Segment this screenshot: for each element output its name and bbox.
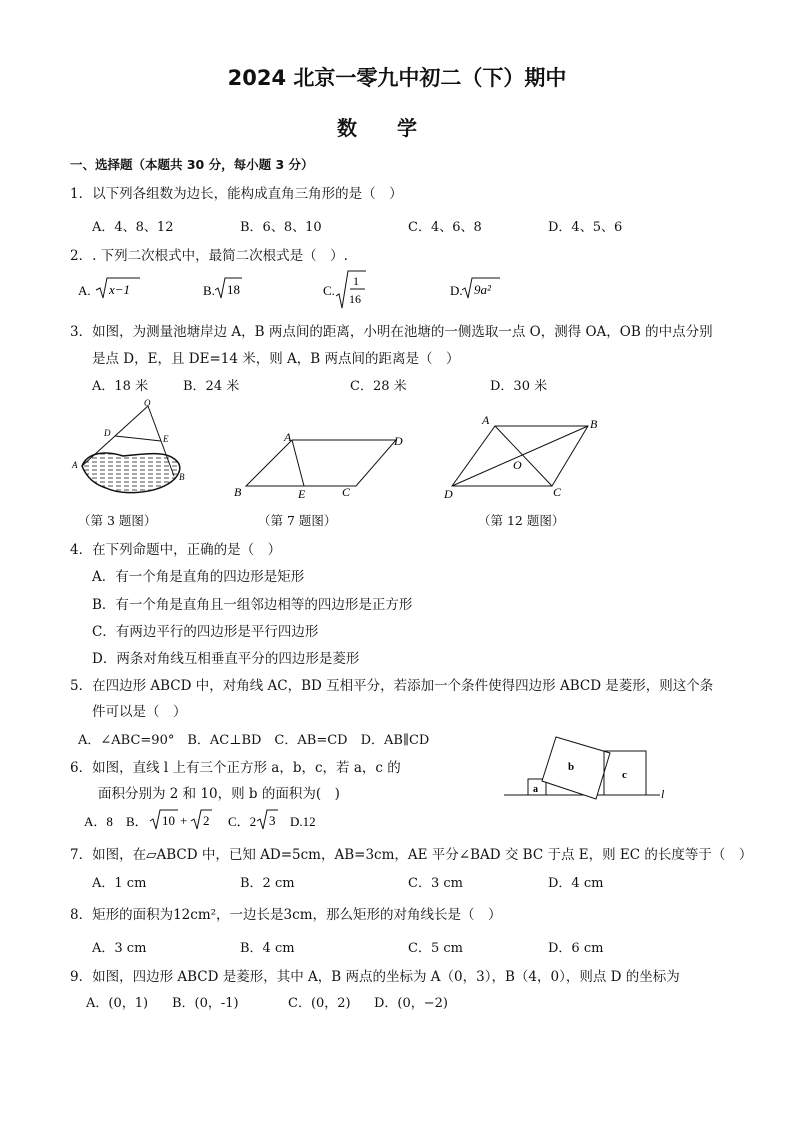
q3-option-a: A．18 米 bbox=[92, 379, 149, 394]
label-square-b: b bbox=[568, 761, 575, 773]
q4-option-d: D．两条对角线互相垂直平分的四边形是菱形 bbox=[92, 651, 360, 667]
q6-option-c-prefix: C．2 bbox=[228, 814, 257, 829]
question-6-line1: 6．如图，直线 l 上有三个正方形 a，b，c，若 a，c 的 bbox=[70, 760, 401, 776]
page-subtitle: 数学 bbox=[337, 116, 457, 140]
label-a: A bbox=[72, 460, 78, 470]
q2-option-a-radicand: x−1 bbox=[109, 282, 131, 297]
q7-option-b: B．2 cm bbox=[240, 876, 295, 891]
label-c: C bbox=[342, 485, 351, 499]
q6-option-a: A．8 bbox=[84, 814, 113, 829]
pond-shape bbox=[82, 453, 180, 493]
question-3-line2: 是点 D，E，且 DE=14 米，则 A，B 两点间的距离是（ ） bbox=[92, 351, 460, 367]
q2-option-c-prefix: C. bbox=[323, 283, 335, 298]
figure-6-squares bbox=[500, 733, 680, 803]
q9-option-a: A．(0，1) bbox=[86, 996, 149, 1011]
q7-option-a: A．1 cm bbox=[92, 876, 147, 891]
figure-12-rhombus bbox=[440, 408, 612, 504]
section-heading: 一、选择题（本题共 30 分，每小题 3 分） bbox=[70, 157, 314, 172]
q2-options-math bbox=[70, 268, 590, 312]
q5-options: A．∠ABC=90° B．AC⊥BD C．AB=CD D．AB∥CD bbox=[78, 733, 430, 748]
page-title: 2024 北京一零九中初二（下）期中 bbox=[227, 66, 567, 90]
question-1-stem: 1．以下列各组数为边长，能构成直角三角形的是（ ） bbox=[70, 186, 403, 202]
question-6-line2: 面积分别为 2 和 10，则 b 的面积为( ) bbox=[98, 786, 340, 802]
q3-option-b: B．24 米 bbox=[183, 379, 240, 394]
q7-option-c: C．3 cm bbox=[408, 876, 463, 891]
label-b: B bbox=[234, 485, 242, 499]
q4-option-c: C．有两边平行的四边形是平行四边形 bbox=[92, 624, 319, 640]
q1-option-a: A．4、8、12 bbox=[92, 220, 174, 235]
q6-option-b-rad1: 10 bbox=[162, 813, 175, 828]
figure-3-caption: （第 3 题图） bbox=[78, 513, 157, 528]
q8-option-b: B．4 cm bbox=[240, 941, 295, 956]
q6-option-b-rad2: 2 bbox=[203, 813, 210, 828]
label-square-a: a bbox=[533, 784, 538, 795]
figure-3-pond bbox=[68, 396, 198, 508]
label-d: D bbox=[394, 434, 403, 448]
q1-option-b: B．6、8、10 bbox=[240, 220, 322, 235]
q8-option-a: A．3 cm bbox=[92, 941, 147, 956]
q6-option-d: D.12 bbox=[290, 814, 316, 829]
q2-option-c-denominator: 16 bbox=[349, 292, 361, 306]
q6-option-b-plus: + bbox=[180, 813, 188, 828]
label-d: D bbox=[104, 428, 111, 438]
q9-option-d: D．(0，−2) bbox=[374, 996, 449, 1011]
question-5-line2: 件可以是（ ） bbox=[92, 704, 187, 720]
q2-option-c-numerator: 1 bbox=[353, 274, 359, 288]
label-o: O bbox=[513, 458, 522, 472]
question-2-stem: 2．. 下列二次根式中，最简二次根式是（ ）. bbox=[70, 248, 348, 264]
q3-option-c: C．28 米 bbox=[350, 379, 407, 394]
diagonal-bd bbox=[452, 426, 588, 486]
q9-option-c: C．(0，2) bbox=[288, 996, 351, 1011]
square-b bbox=[542, 737, 610, 799]
q9-option-b: B．(0，-1) bbox=[172, 996, 239, 1011]
q2-option-a-prefix: A. bbox=[78, 283, 91, 298]
figure-7-caption: （第 7 题图） bbox=[258, 513, 337, 528]
q6-options-math bbox=[84, 804, 344, 838]
figure-7-parallelogram bbox=[228, 428, 418, 504]
parallelogram-abcd bbox=[246, 440, 396, 486]
segment-ae bbox=[292, 440, 304, 486]
q2-option-b-radicand: 18 bbox=[227, 282, 240, 297]
segment-de bbox=[115, 436, 161, 441]
q7-option-d: D．4 cm bbox=[548, 876, 604, 891]
label-b: B bbox=[590, 417, 598, 431]
question-5-line1: 5．在四边形 ABCD 中，对角线 AC，BD 互相平分，若添加一个条件使得四边形 ABCD 是菱形，则这个条 bbox=[70, 678, 714, 694]
figure-12-caption: （第 12 题图） bbox=[478, 513, 565, 528]
label-line-l: l bbox=[661, 787, 665, 801]
question-3-line1: 3．如图，为测量池塘岸边 A，B 两点间的距离，小明在池塘的一侧选取一点 O，测得 OA，OB 的中点分别 bbox=[70, 324, 713, 340]
q2-option-d-prefix: D. bbox=[450, 283, 463, 298]
label-square-c: c bbox=[622, 769, 627, 781]
question-8-stem: 8．矩形的面积为12cm²，一边长是3cm，那么矩形的对角线长是（ ） bbox=[70, 907, 502, 923]
question-9-stem: 9．如图，四边形 ABCD 是菱形，其中 A，B 两点的坐标为 A（0，3），B（4，0），则点 D 的坐标为 bbox=[70, 969, 680, 985]
label-a: A bbox=[284, 430, 292, 444]
label-c: C bbox=[553, 485, 562, 499]
q8-option-d: D．6 cm bbox=[548, 941, 604, 956]
q2-option-b-prefix: B. bbox=[203, 283, 215, 298]
label-o: O bbox=[144, 398, 151, 408]
q3-option-d: D．30 米 bbox=[490, 379, 548, 394]
q4-option-a: A．有一个角是直角的四边形是矩形 bbox=[92, 569, 305, 585]
label-e: E bbox=[298, 487, 306, 501]
q6-option-b-prefix: B． bbox=[126, 814, 148, 829]
label-e: E bbox=[163, 434, 169, 444]
q4-option-b: B．有一个角是直角且一组邻边相等的四边形是正方形 bbox=[92, 597, 413, 613]
question-7-stem: 7．如图，在▱ABCD 中，已知 AD=5cm，AB=3cm，AE 平分∠BAD 交 BC 于点 E，则 EC 的长度等于（ ） bbox=[70, 847, 753, 863]
label-a: A bbox=[482, 413, 490, 427]
diagonal-ac bbox=[495, 426, 552, 486]
q2-option-d-radicand: 9a² bbox=[474, 282, 491, 297]
label-d: D bbox=[444, 487, 453, 501]
q8-option-c: C．5 cm bbox=[408, 941, 463, 956]
label-b: B bbox=[179, 472, 185, 482]
q1-option-c: C．4、6、8 bbox=[408, 220, 482, 235]
q6-option-c-rad: 3 bbox=[269, 813, 276, 828]
q1-option-d: D．4、5、6 bbox=[548, 220, 623, 235]
question-4-stem: 4．在下列命题中，正确的是（ ） bbox=[70, 542, 282, 558]
